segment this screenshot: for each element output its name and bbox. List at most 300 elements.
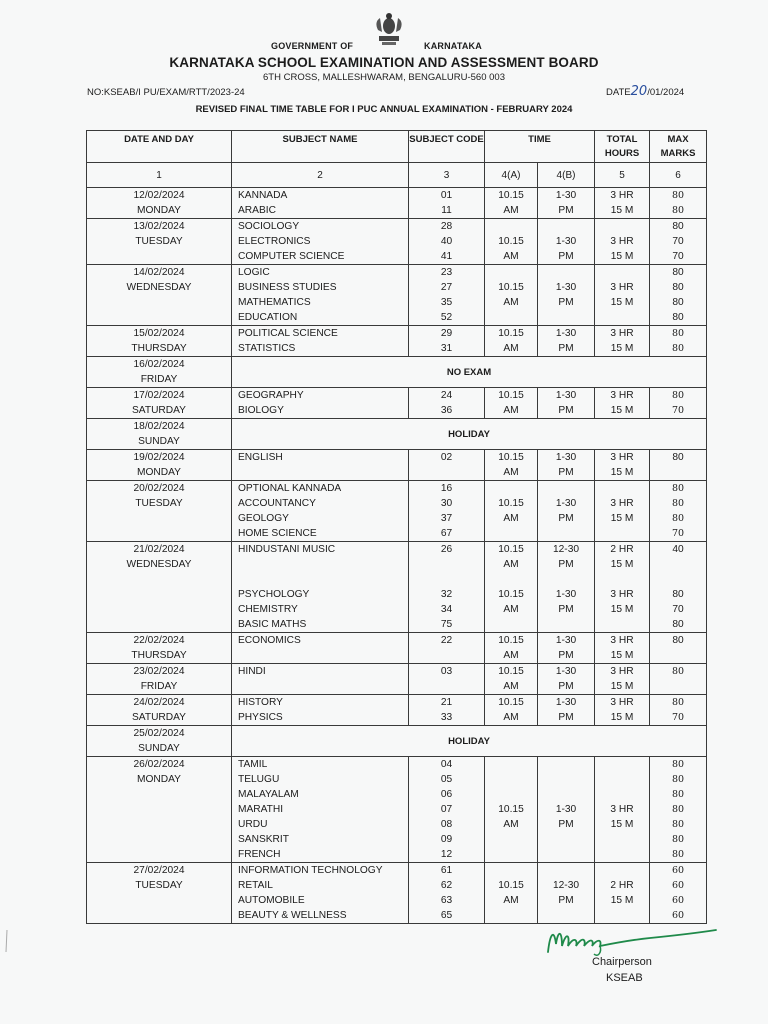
- subject-name: BEAUTY & WELLNESS: [238, 910, 347, 921]
- start-time: AM: [503, 712, 519, 723]
- subject-name: KANNADA: [238, 190, 288, 201]
- subject-cell: [232, 265, 409, 326]
- code-cell: [409, 757, 485, 863]
- subject-name: BUSINESS STUDIES: [238, 282, 337, 293]
- subject-code: 67: [440, 528, 453, 539]
- max-marks-cell: [650, 633, 707, 664]
- end-time-cell: [538, 695, 595, 726]
- subject-name: OPTIONAL KANNADA: [238, 483, 342, 494]
- timetable-title: REVISED FINAL TIME TABLE FOR I PUC ANNUAL EXAMINATION - FEBRUARY 2024: [195, 104, 573, 115]
- date-cell: [87, 863, 232, 924]
- max-marks-cell: [650, 695, 707, 726]
- subject-code: 01: [440, 190, 453, 201]
- table-row: [87, 265, 707, 326]
- subject-code: 04: [440, 759, 453, 770]
- end-time-cell: [538, 863, 595, 924]
- board-address: 6TH CROSS, MALLESHWARAM, BENGALURU-560 003: [263, 72, 505, 83]
- max-marks: 60: [671, 910, 685, 921]
- start-time-cell: [485, 481, 538, 542]
- col-header-subject-code: SUBJECT CODE: [409, 131, 485, 163]
- start-time-cell: [485, 326, 538, 357]
- total-hours: 3 HR: [610, 390, 634, 401]
- signatory-designation: Chairperson: [592, 956, 652, 968]
- exam-day: SATURDAY: [132, 405, 186, 416]
- subject-name: URDU: [238, 819, 268, 830]
- end-time: PM: [558, 650, 574, 661]
- end-time: PM: [558, 895, 574, 906]
- col-header-date-and-day: DATE AND DAY: [87, 131, 232, 163]
- subject-code: 41: [440, 251, 453, 262]
- row-note: NO EXAM: [232, 357, 707, 388]
- start-time-cell: [485, 664, 538, 695]
- total-hours: 2 HR: [610, 880, 634, 891]
- column-number: 3: [409, 163, 485, 188]
- subject-code: 37: [440, 513, 453, 524]
- max-marks: 70: [671, 405, 685, 416]
- subject-name: ELECTRONICS: [238, 236, 311, 247]
- start-time-cell: [485, 188, 538, 219]
- total-hours: 15 M: [610, 681, 634, 692]
- end-time: 1-30: [555, 697, 577, 708]
- subject-name: MARATHI: [238, 804, 284, 815]
- start-time: 10.15: [498, 804, 524, 815]
- start-time: 10.15: [498, 190, 524, 201]
- date-cell: [87, 695, 232, 726]
- date-cell: [87, 664, 232, 695]
- total-hours: 15 M: [610, 819, 634, 830]
- code-cell: [409, 695, 485, 726]
- end-time: 1-30: [555, 666, 577, 677]
- total-hours-cell: [595, 664, 650, 695]
- date-cell: [87, 542, 232, 633]
- table-row: [87, 450, 707, 481]
- subject-cell: [232, 450, 409, 481]
- total-hours: 3 HR: [610, 236, 634, 247]
- exam-day: SUNDAY: [138, 436, 180, 447]
- exam-day: SATURDAY: [132, 712, 186, 723]
- table-row: [87, 863, 707, 924]
- subject-cell: [232, 542, 409, 633]
- code-cell: [409, 388, 485, 419]
- exam-date: 16/02/2024: [133, 359, 185, 370]
- subject-name: CHEMISTRY: [238, 604, 298, 615]
- subject-cell: [232, 633, 409, 664]
- start-time-cell: [485, 219, 538, 265]
- subject-code: 29: [440, 328, 453, 339]
- end-time: PM: [558, 819, 574, 830]
- date-rest: /01/2024: [647, 87, 685, 98]
- subject-code: 26: [440, 544, 453, 555]
- start-time: AM: [503, 650, 519, 661]
- subject-code: 28: [440, 221, 453, 232]
- max-marks: 80: [671, 343, 685, 354]
- total-hours-cell: [595, 265, 650, 326]
- subject-cell: [232, 863, 409, 924]
- row-note: HOLIDAY: [232, 726, 707, 757]
- header-row: [87, 131, 707, 163]
- start-time-cell: [485, 542, 538, 633]
- max-marks-cell: [650, 219, 707, 265]
- subject-code: 32: [440, 589, 453, 600]
- subject-name: PHYSICS: [238, 712, 283, 723]
- date-day-handwritten: 20: [630, 84, 648, 99]
- start-time: AM: [503, 819, 519, 830]
- start-time: 10.15: [498, 544, 524, 555]
- end-time-cell: [538, 542, 595, 633]
- code-cell: [409, 481, 485, 542]
- exam-date: 20/02/2024: [133, 483, 185, 494]
- subject-name: ECONOMICS: [238, 635, 301, 646]
- start-time-cell: [485, 695, 538, 726]
- table-row: [87, 388, 707, 419]
- start-time: 10.15: [498, 880, 524, 891]
- total-hours: 15 M: [610, 559, 634, 570]
- subject-name: TELUGU: [238, 774, 280, 785]
- max-marks: 80: [671, 328, 685, 339]
- max-marks-cell: [650, 542, 707, 633]
- subject-code: 27: [440, 282, 453, 293]
- date-cell: [87, 450, 232, 481]
- end-time: 1-30: [555, 589, 577, 600]
- date-cell: [87, 726, 232, 757]
- table-row: [87, 357, 707, 388]
- subject-name: BIOLOGY: [238, 405, 284, 416]
- total-hours: 15 M: [610, 205, 634, 216]
- total-hours: 3 HR: [610, 804, 634, 815]
- table-row: [87, 188, 707, 219]
- total-hours-cell: [595, 542, 650, 633]
- max-marks-cell: [650, 757, 707, 863]
- total-hours-cell: [595, 450, 650, 481]
- col-header-total-hours: TOTAL HOURS: [595, 131, 650, 163]
- max-marks: 80: [671, 190, 685, 201]
- subject-name: HINDI: [238, 666, 266, 677]
- subject-code: 61: [440, 865, 453, 876]
- exam-day: FRIDAY: [140, 681, 178, 692]
- board-title: KARNATAKA SCHOOL EXAMINATION AND ASSESSMENT BOARD: [169, 55, 599, 70]
- end-time: 1-30: [555, 452, 577, 463]
- total-hours-cell: [595, 633, 650, 664]
- subject-code: 21: [440, 697, 453, 708]
- max-marks: 80: [671, 513, 685, 524]
- date-cell: [87, 357, 232, 388]
- code-cell: [409, 265, 485, 326]
- subject-code: 31: [440, 343, 453, 354]
- exam-date: 27/02/2024: [133, 865, 185, 876]
- subject-cell: [232, 757, 409, 863]
- subject-code: 09: [440, 834, 453, 845]
- subject-name: ACCOUNTANCY: [238, 498, 316, 509]
- exam-day: MONDAY: [137, 467, 181, 478]
- max-marks: 60: [671, 865, 685, 876]
- start-time-cell: [485, 633, 538, 664]
- end-time: 1-30: [555, 328, 577, 339]
- row-note: HOLIDAY: [232, 419, 707, 450]
- subject-name: FRENCH: [238, 849, 281, 860]
- subject-code: 16: [440, 483, 453, 494]
- subject-cell: [232, 219, 409, 265]
- exam-day: MONDAY: [137, 205, 181, 216]
- max-marks: 70: [672, 604, 684, 615]
- max-marks: 60: [671, 895, 685, 906]
- subject-code: 40: [440, 236, 453, 247]
- start-time: AM: [503, 895, 519, 906]
- exam-day: THURSDAY: [131, 343, 187, 354]
- total-hours: 3 HR: [610, 328, 634, 339]
- start-time: 10.15: [498, 635, 524, 646]
- end-time: 1-30: [555, 804, 577, 815]
- max-marks: 70: [672, 236, 684, 247]
- total-hours: 2 HR: [610, 544, 634, 555]
- subject-name: LOGIC: [238, 267, 270, 278]
- table-row: [87, 219, 707, 265]
- exam-date: 25/02/2024: [133, 728, 185, 739]
- table-row: [87, 664, 707, 695]
- subject-code: 24: [440, 390, 453, 401]
- col-header-time: TIME: [485, 131, 595, 163]
- max-marks: 80: [671, 789, 685, 800]
- code-cell: [409, 326, 485, 357]
- exam-date: 17/02/2024: [133, 390, 185, 401]
- date-cell: [87, 326, 232, 357]
- max-marks: 70: [672, 251, 684, 262]
- max-marks: 80: [672, 452, 684, 463]
- date-cell: [87, 757, 232, 863]
- total-hours: 3 HR: [610, 452, 634, 463]
- code-cell: [409, 450, 485, 481]
- end-time: PM: [558, 681, 574, 692]
- exam-date: 13/02/2024: [133, 221, 185, 232]
- subject-name: AUTOMOBILE: [238, 895, 305, 906]
- subject-code: 03: [440, 666, 453, 677]
- column-number-row: [87, 163, 707, 188]
- start-time-cell: [485, 265, 538, 326]
- table-row: [87, 326, 707, 357]
- exam-day: FRIDAY: [140, 374, 178, 385]
- total-hours-cell: [595, 326, 650, 357]
- timetable-table: [86, 130, 707, 924]
- total-hours: 15 M: [610, 513, 634, 524]
- subject-code: 35: [440, 297, 453, 308]
- end-time-cell: [538, 265, 595, 326]
- date-cell: [87, 419, 232, 450]
- max-marks: 80: [671, 804, 685, 815]
- end-time-cell: [538, 757, 595, 863]
- end-time: PM: [558, 513, 574, 524]
- total-hours-cell: [595, 219, 650, 265]
- exam-day: MONDAY: [137, 774, 181, 785]
- subject-name: HOME SCIENCE: [238, 528, 317, 539]
- subject-name: HISTORY: [238, 697, 283, 708]
- max-marks: 80: [672, 312, 684, 323]
- total-hours: 3 HR: [610, 635, 634, 646]
- exam-date: 24/02/2024: [133, 697, 185, 708]
- subject-code: 23: [440, 267, 453, 278]
- start-time: AM: [503, 251, 519, 262]
- end-time-cell: [538, 664, 595, 695]
- subject-code: 30: [440, 498, 453, 509]
- subject-name: ENGLISH: [238, 452, 283, 463]
- subject-code: 75: [440, 619, 453, 630]
- col-header-subject-name: SUBJECT NAME: [232, 131, 409, 163]
- max-marks-cell: [650, 265, 707, 326]
- start-time: 10.15: [498, 589, 524, 600]
- max-marks: 70: [671, 528, 685, 539]
- exam-date: 19/02/2024: [133, 452, 185, 463]
- subject-name: INFORMATION TECHNOLOGY: [238, 865, 383, 876]
- end-time: 1-30: [555, 390, 577, 401]
- start-time: AM: [503, 405, 519, 416]
- subject-name: PSYCHOLOGY: [238, 589, 310, 600]
- code-cell: [409, 542, 485, 633]
- subject-cell: [232, 481, 409, 542]
- total-hours: 3 HR: [610, 498, 634, 509]
- end-time: PM: [558, 405, 574, 416]
- max-marks-cell: [650, 450, 707, 481]
- exam-date: 18/02/2024: [133, 421, 185, 432]
- subject-cell: [232, 188, 409, 219]
- subject-name: BASIC MATHS: [238, 619, 307, 630]
- end-time: 1-30: [555, 282, 577, 293]
- total-hours-cell: [595, 481, 650, 542]
- column-number: 5: [595, 163, 650, 188]
- end-time: 1-30: [555, 498, 577, 509]
- end-time: PM: [558, 297, 574, 308]
- exam-day: WEDNESDAY: [126, 559, 192, 570]
- col-header-max-marks: MAX MARKS: [650, 131, 707, 163]
- max-marks: 60: [671, 880, 685, 891]
- end-time-cell: [538, 633, 595, 664]
- signatory-organisation: KSEAB: [606, 972, 643, 984]
- table-row: [87, 481, 707, 542]
- max-marks-cell: [650, 664, 707, 695]
- table-row: [87, 542, 707, 633]
- subject-name: COMPUTER SCIENCE: [238, 251, 345, 262]
- max-marks: 70: [671, 712, 685, 723]
- total-hours: 15 M: [610, 467, 634, 478]
- exam-day: SUNDAY: [138, 743, 180, 754]
- total-hours: 15 M: [610, 343, 634, 354]
- table-row: [87, 757, 707, 863]
- max-marks-cell: [650, 863, 707, 924]
- subject-name: STATISTICS: [238, 343, 296, 354]
- end-time: 1-30: [555, 190, 577, 201]
- government-of-label: GOVERNMENT OF: [271, 41, 354, 51]
- document-date: [606, 84, 684, 99]
- end-time-cell: [538, 450, 595, 481]
- subject-name: MALAYALAM: [238, 789, 299, 800]
- total-hours-cell: [595, 757, 650, 863]
- max-marks: 80: [671, 390, 685, 401]
- start-time-cell: [485, 450, 538, 481]
- max-marks: 80: [671, 697, 685, 708]
- total-hours: 3 HR: [610, 697, 634, 708]
- subject-code: 33: [440, 712, 453, 723]
- end-time-cell: [538, 388, 595, 419]
- date-cell: [87, 388, 232, 419]
- exam-date: 22/02/2024: [133, 635, 185, 646]
- end-time: 1-30: [555, 236, 577, 247]
- max-marks: 80: [672, 282, 684, 293]
- max-marks: 80: [671, 666, 685, 677]
- subject-code: 11: [441, 205, 452, 216]
- subject-code: 34: [440, 604, 453, 615]
- start-time: 10.15: [498, 282, 524, 293]
- start-time: 10.15: [498, 390, 524, 401]
- start-time: AM: [503, 559, 519, 570]
- date-label: DATE: [606, 87, 631, 98]
- end-time: PM: [558, 559, 574, 570]
- column-number: 2: [232, 163, 409, 188]
- total-hours-cell: [595, 188, 650, 219]
- subject-code: 22: [440, 635, 453, 646]
- end-time: PM: [558, 205, 574, 216]
- subject-code: 07: [440, 804, 453, 815]
- start-time: 10.15: [498, 328, 524, 339]
- exam-date: 23/02/2024: [133, 666, 185, 677]
- subject-name: TAMIL: [238, 759, 268, 770]
- total-hours: 15 M: [610, 895, 634, 906]
- end-time: PM: [558, 343, 574, 354]
- column-number: 4(B): [538, 163, 595, 188]
- max-marks-cell: [650, 326, 707, 357]
- subject-code: 08: [440, 819, 453, 830]
- subject-name: GEOLOGY: [238, 513, 289, 524]
- exam-day: TUESDAY: [135, 880, 183, 891]
- total-hours: 15 M: [610, 251, 634, 262]
- exam-date: 26/02/2024: [133, 759, 185, 770]
- end-time: 12-30: [552, 544, 580, 555]
- start-time: AM: [503, 467, 519, 478]
- subject-code: 52: [440, 312, 453, 323]
- total-hours: 15 M: [610, 604, 634, 615]
- column-number: 1: [87, 163, 232, 188]
- max-marks: 80: [671, 849, 685, 860]
- code-cell: [409, 863, 485, 924]
- exam-date: 15/02/2024: [133, 328, 185, 339]
- end-time-cell: [538, 219, 595, 265]
- date-cell: [87, 265, 232, 326]
- subject-name: ARABIC: [238, 205, 276, 216]
- total-hours: 15 M: [610, 712, 634, 723]
- max-marks: 80: [672, 589, 684, 600]
- subject-name: HINDUSTANI MUSIC: [238, 544, 336, 555]
- start-time: AM: [503, 513, 519, 524]
- table-row: [87, 419, 707, 450]
- start-time: 10.15: [498, 697, 524, 708]
- table-row: [87, 633, 707, 664]
- max-marks: 80: [672, 267, 684, 278]
- end-time: PM: [558, 251, 574, 262]
- code-cell: [409, 633, 485, 664]
- end-time: PM: [558, 467, 574, 478]
- date-cell: [87, 219, 232, 265]
- code-cell: [409, 664, 485, 695]
- max-marks: 80: [672, 221, 684, 232]
- max-marks-cell: [650, 188, 707, 219]
- state-label: KARNATAKA: [424, 41, 482, 51]
- max-marks: 80: [671, 483, 685, 494]
- max-marks: 80: [672, 297, 684, 308]
- subject-name: SOCIOLOGY: [238, 221, 300, 232]
- start-time: AM: [503, 205, 519, 216]
- exam-date: 21/02/2024: [133, 544, 185, 555]
- end-time-cell: [538, 188, 595, 219]
- exam-day: TUESDAY: [135, 498, 183, 509]
- subject-name: SANSKRIT: [238, 834, 289, 845]
- start-time: AM: [503, 604, 519, 615]
- max-marks: 80: [671, 834, 685, 845]
